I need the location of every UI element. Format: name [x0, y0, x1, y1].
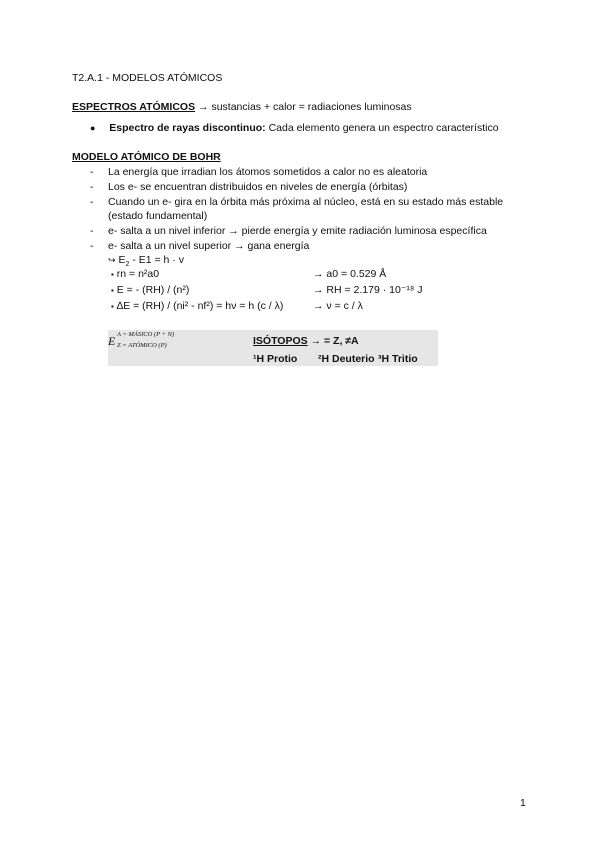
- notation-element: E: [108, 334, 116, 348]
- formula-e-symbol: E: [118, 254, 126, 266]
- formula-row: [111, 268, 159, 280]
- list-item: e- salta a un nivel inferior → pierde energía y emite radiación luminosa específica: [108, 225, 487, 237]
- bullet-text: Cada elemento genera un espectro característico: [268, 122, 499, 134]
- espectros-line: [72, 101, 412, 113]
- table-row: [108, 352, 438, 366]
- espectros-heading: ESPECTROS ATÓMICOS: [72, 101, 196, 113]
- espectros-bullet-item: [90, 122, 499, 134]
- dash-marker: -: [90, 166, 94, 178]
- square-bullet-icon: ▪: [111, 286, 114, 295]
- isotopos-title: ISÓTOPOS: [253, 335, 308, 347]
- bullet-bold-text: Espectro de rayas discontinuo:: [109, 122, 266, 134]
- dash-marker: -: [90, 240, 94, 252]
- bohr-heading: MODELO ATÓMICO DE BOHR: [72, 151, 221, 163]
- table-cell: [108, 352, 253, 366]
- formula-left: E = - (RH) / (n²): [116, 284, 190, 296]
- formula-e-subscript: 2: [125, 261, 130, 269]
- list-item-continuation: (estado fundamental): [108, 210, 208, 222]
- list-item: La energía que irradian los átomos sometidos a calor no es aleatoria: [108, 166, 428, 178]
- bullet-icon: ●: [90, 123, 96, 133]
- list-item: Los e- se encuentran distribuidos en niveles de energía (órbitas): [108, 181, 408, 193]
- dash-marker: -: [90, 225, 94, 237]
- formula-row: [111, 284, 189, 296]
- table-cell: ¹H Protio: [253, 353, 298, 365]
- page-number: 1: [520, 797, 526, 809]
- hook-arrow-icon: ↪: [108, 255, 116, 265]
- formula-e-rest: - E1 = h · v: [129, 254, 184, 266]
- formula-left: ∆E = (RH) / (ni² - nf²) = hν = h (c / λ): [116, 300, 284, 312]
- list-item: Cuando un e- gira en la órbita más próxima al núcleo, está en su estado más estable: [108, 196, 504, 208]
- square-bullet-icon: ▪: [111, 302, 114, 311]
- formula-right: → a0 = 0.529 Å: [313, 268, 387, 280]
- notation-atomic: Z = ATÓMICO (P): [117, 342, 167, 349]
- table-cell: ³H Tritio: [378, 353, 418, 365]
- isotopos-title-cell: [253, 330, 438, 352]
- square-bullet-icon: ▪: [111, 270, 114, 279]
- formula-right: → RH = 2.179 · 10⁻¹⁸ J: [313, 284, 423, 296]
- table-row: [108, 330, 438, 352]
- notation-mass: A = MÁSICO (P + N): [117, 331, 175, 338]
- list-item: e- salta a un nivel superior → gana energía: [108, 240, 310, 252]
- table-cell: ²H Deuterio: [318, 353, 375, 365]
- energy-difference-formula: [108, 254, 184, 268]
- dash-marker: -: [90, 196, 94, 208]
- isotopos-title-rest: → = Z, ≠A: [310, 335, 359, 347]
- formula-left: rn = n²a0: [116, 268, 160, 280]
- notation-cell: [108, 330, 253, 352]
- dash-marker: -: [90, 181, 94, 193]
- document-title: T2.A.1 - MODELOS ATÓMICOS: [72, 72, 223, 84]
- arrow-icon: →: [198, 101, 209, 113]
- isotopos-table: [108, 330, 438, 366]
- espectros-text: sustancias + calor = radiaciones luminosas: [211, 101, 412, 113]
- formula-right: → ν = c / λ: [313, 300, 363, 312]
- formula-row: [111, 300, 283, 312]
